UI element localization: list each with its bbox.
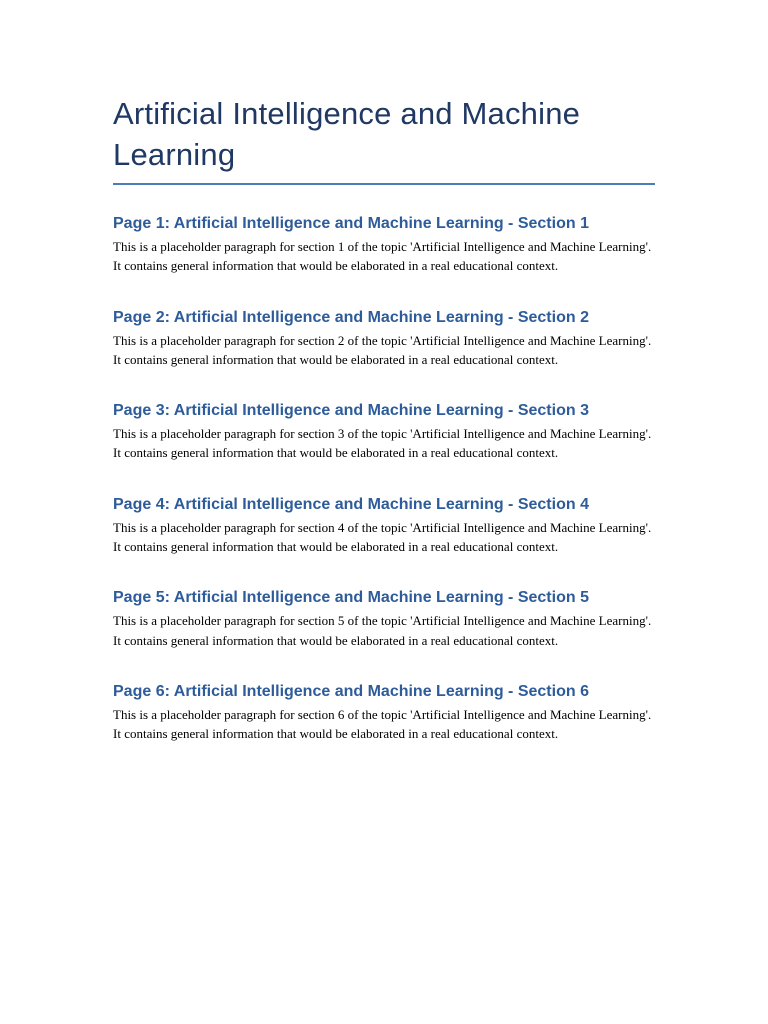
section bbox=[113, 682, 655, 744]
section-heading: Page 2: Artificial Intelligence and Machine Learning - Section 2 bbox=[113, 308, 589, 326]
section-heading: Page 5: Artificial Intelligence and Machine Learning - Section 5 bbox=[113, 589, 589, 607]
section-paragraph: This is a placeholder paragraph for section 5 of the topic 'Artificial Intelligence and Machine Learning'. It contains general information that would be elaborated in a real educational context. bbox=[113, 613, 652, 648]
section-heading: Page 4: Artificial Intelligence and Machine Learning - Section 4 bbox=[113, 495, 589, 513]
section-paragraph: This is a placeholder paragraph for section 4 of the topic 'Artificial Intelligence and Machine Learning'. It contains general information that would be elaborated in a real educational context. bbox=[113, 519, 652, 555]
section bbox=[113, 401, 655, 463]
section bbox=[113, 588, 655, 650]
section-paragraph: This is a placeholder paragraph for section 6 of the topic 'Artificial Intelligence and Machine Learning'. It contains general information that would be elaborated in a real educational context. bbox=[113, 706, 652, 742]
section-list bbox=[113, 214, 655, 744]
section-heading: Page 1: Artificial Intelligence and Machine Learning - Section 1 bbox=[113, 215, 589, 232]
section-paragraph: This is a placeholder paragraph for section 1 of the topic 'Artificial Intelligence and Machine Learning'. It contains general information that would be elaborated in a real educational context. bbox=[113, 239, 652, 274]
section bbox=[113, 214, 655, 276]
section-paragraph: This is a placeholder paragraph for section 2 of the topic 'Artificial Intelligence and Machine Learning'. It contains general information that would be elaborated in a real educational context. bbox=[113, 332, 652, 367]
section-heading: Page 3: Artificial Intelligence and Machine Learning - Section 3 bbox=[113, 402, 589, 420]
section bbox=[113, 308, 655, 370]
section-heading: Page 6: Artificial Intelligence and Machine Learning - Section 6 bbox=[113, 682, 589, 700]
section bbox=[113, 495, 655, 557]
section-paragraph: This is a placeholder paragraph for section 3 of the topic 'Artificial Intelligence and Machine Learning'. It contains general information that would be elaborated in a real educational context. bbox=[113, 426, 652, 461]
document-page bbox=[113, 93, 655, 776]
document-title: Artificial Intelligence and Machine Learning bbox=[113, 93, 655, 185]
